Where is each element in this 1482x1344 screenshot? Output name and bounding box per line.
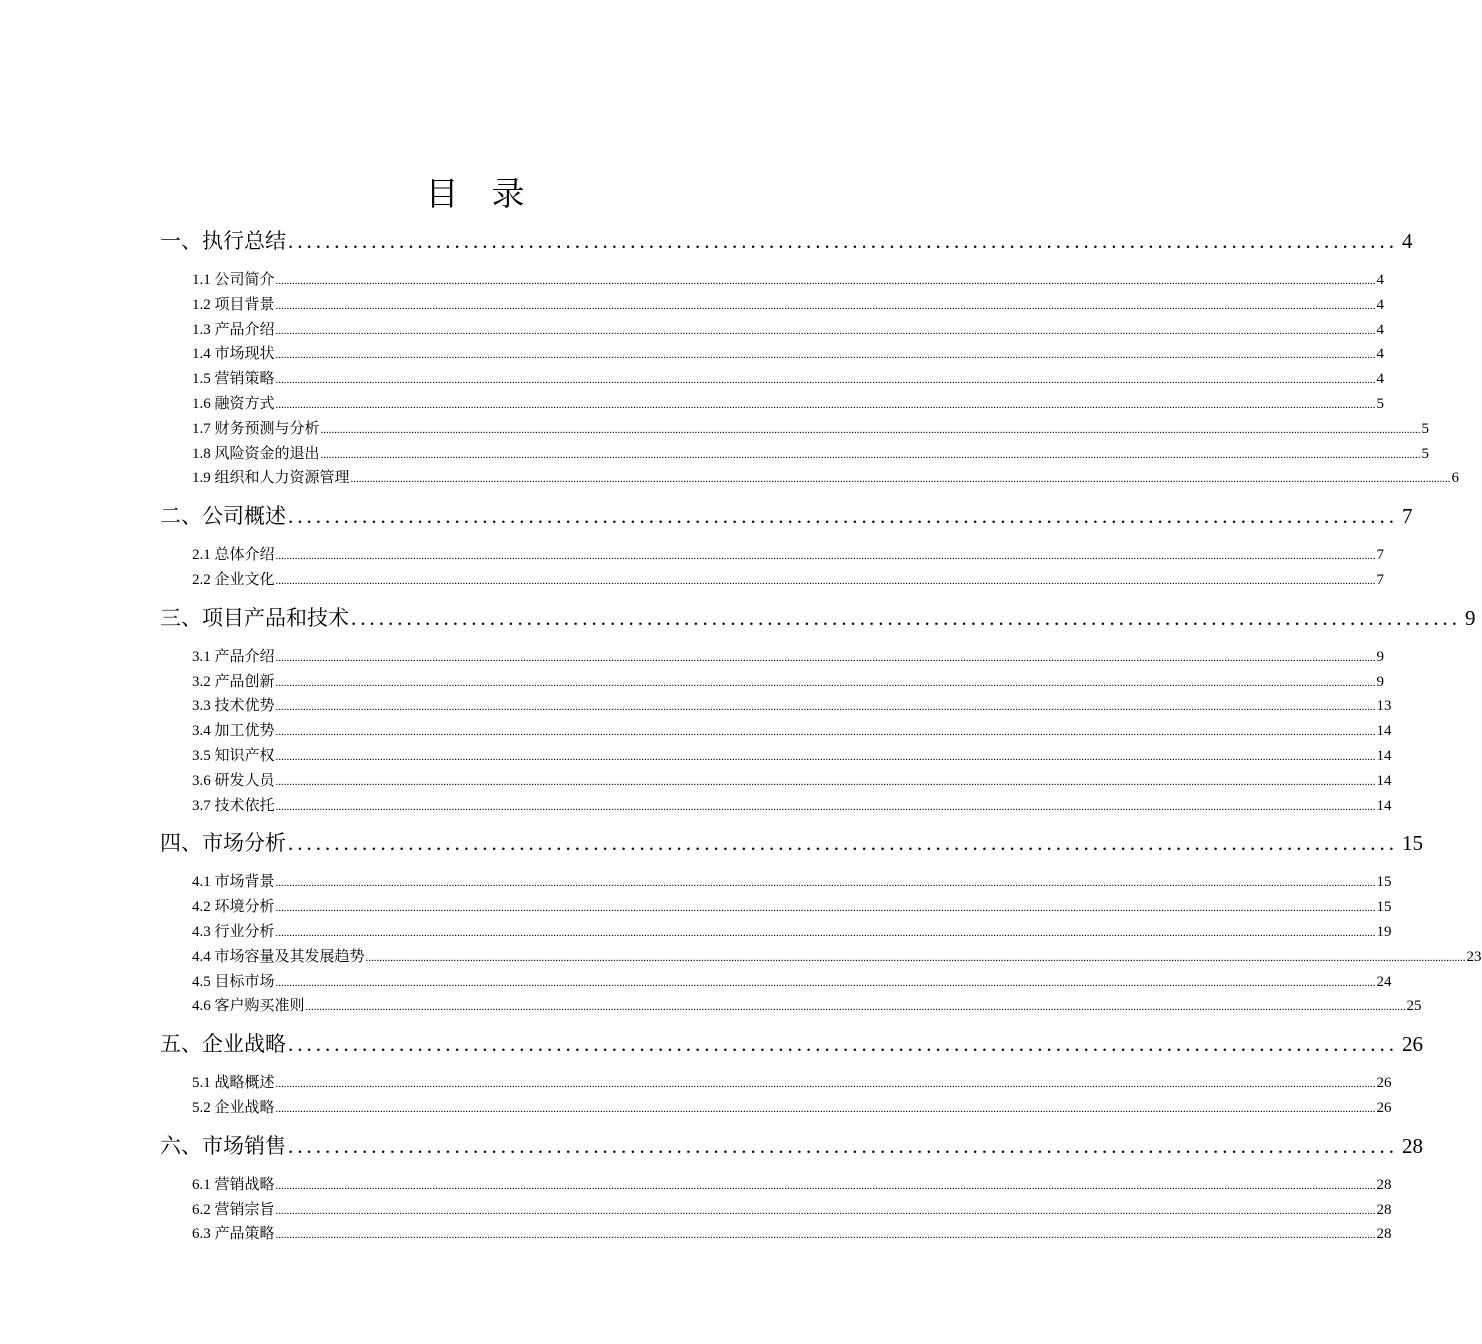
toc-section — [160, 599, 1476, 825]
toc-entry[interactable] — [192, 645, 1385, 670]
toc-entry-page-number: 25 — [1406, 998, 1422, 1015]
toc-heading-label: 四、市场分析 — [160, 831, 286, 856]
toc-entry-list — [160, 862, 1482, 1025]
toc-entry-page-number: 15 — [1376, 899, 1392, 916]
dot-leader: ................................................................................................................................................................................................................................................................................................................................................................................................................ — [275, 877, 1376, 890]
toc-heading-page-number: 4 — [1402, 229, 1413, 253]
toc-entry-label: 4.6 客户购买准则 — [192, 998, 305, 1015]
toc-entry[interactable] — [192, 442, 1430, 467]
toc-entry[interactable] — [192, 268, 1385, 293]
toc-entry-page-number: 9 — [1376, 648, 1385, 665]
toc-heading[interactable] — [160, 599, 1476, 637]
dot-leader: ................................................................................................................................................................................................................................................................................................................................................................................................................ — [365, 951, 1466, 964]
toc-entry[interactable] — [192, 1198, 1392, 1223]
toc-entry-page-number: 28 — [1376, 1201, 1392, 1218]
toc-entry-page-number: 26 — [1376, 1075, 1392, 1092]
toc-entry-label: 3.3 技术优势 — [192, 698, 275, 715]
toc-entry[interactable] — [192, 719, 1392, 744]
dot-leader: ................................................................................................................................................................................................................................................................................................................................................................................................................ — [275, 775, 1376, 788]
toc-entry-label: 1.2 项目背景 — [192, 296, 275, 313]
toc-entry[interactable] — [192, 1096, 1392, 1121]
toc-entry-page-number: 6 — [1451, 470, 1460, 487]
toc-entry-page-number: 9 — [1376, 673, 1385, 690]
toc-entry[interactable] — [192, 392, 1385, 417]
toc-section — [160, 497, 1413, 599]
dot-leader: ................................................................................................................................................................................................................................................................................................................................................................................................................ — [275, 1204, 1376, 1217]
toc-entry-label: 2.1 总体介绍 — [192, 547, 275, 564]
toc-entry[interactable] — [192, 920, 1392, 945]
toc-entry-label: 4.3 行业分析 — [192, 923, 275, 940]
toc-heading[interactable] — [160, 222, 1413, 260]
toc-entry-list — [160, 260, 1460, 497]
toc-entry[interactable] — [192, 794, 1392, 819]
toc-entry-label: 3.5 知识产权 — [192, 747, 275, 764]
dot-leader: ........................................................................................................................ — [288, 229, 1398, 253]
toc-heading-label: 五、企业战略 — [160, 1032, 286, 1057]
toc-heading-label: 六、市场销售 — [160, 1133, 286, 1158]
toc-entry[interactable] — [192, 342, 1385, 367]
toc-entry-page-number: 13 — [1376, 698, 1392, 715]
toc-entry[interactable] — [192, 895, 1392, 920]
toc-section — [160, 824, 1482, 1025]
toc-entry-page-number: 14 — [1376, 747, 1392, 764]
dot-leader: ................................................................................................................................................................................................................................................................................................................................................................................................................ — [275, 976, 1376, 989]
toc-entry[interactable] — [192, 970, 1392, 995]
toc-entry[interactable] — [192, 367, 1385, 392]
toc-entry[interactable] — [192, 1071, 1392, 1096]
toc-entry-label: 1.1 公司简介 — [192, 272, 275, 288]
toc-entry[interactable] — [192, 293, 1385, 318]
toc-entry-label: 6.1 营销战略 — [192, 1176, 275, 1193]
dot-leader: ................................................................................................................................................................................................................................................................................................................................................................................................................ — [275, 902, 1376, 915]
toc-entry-page-number: 4 — [1376, 346, 1385, 363]
toc-entry-page-number: 5 — [1421, 445, 1430, 462]
toc-heading[interactable] — [160, 497, 1413, 535]
toc-entry-label: 3.6 研发人员 — [192, 772, 275, 789]
toc-entry-label: 3.2 产品创新 — [192, 673, 275, 690]
dot-leader: ........................................................................................................................ — [288, 1133, 1398, 1158]
toc-entry-page-number: 28 — [1376, 1176, 1392, 1193]
toc-entry-page-number: 7 — [1376, 547, 1385, 564]
dot-leader: ................................................................................................................................................................................................................................................................................................................................................................................................................ — [305, 1001, 1406, 1014]
toc-entry[interactable] — [192, 1173, 1392, 1198]
dot-leader: ................................................................................................................................................................................................................................................................................................................................................................................................................ — [275, 1179, 1376, 1192]
toc-heading[interactable] — [160, 1025, 1423, 1063]
toc-heading-page-number: 9 — [1465, 605, 1476, 630]
toc-heading-label: 二、公司概述 — [160, 504, 286, 529]
toc-entry-label: 1.4 市场现状 — [192, 346, 275, 363]
toc-entry-page-number: 23 — [1466, 948, 1482, 965]
dot-leader: ................................................................................................................................................................................................................................................................................................................................................................................................................ — [275, 800, 1376, 813]
dot-leader: ................................................................................................................................................................................................................................................................................................................................................................................................................ — [275, 324, 1376, 337]
page-title: 目 录 — [425, 174, 525, 213]
dot-leader: ................................................................................................................................................................................................................................................................................................................................................................................................................ — [275, 701, 1376, 714]
toc-entry-label: 4.1 市场背景 — [192, 874, 275, 891]
toc-entry-page-number: 26 — [1376, 1099, 1392, 1116]
toc-heading-page-number: 26 — [1402, 1032, 1423, 1057]
toc-entry[interactable] — [192, 318, 1385, 343]
toc-entry[interactable] — [192, 466, 1460, 491]
toc-entry-list — [160, 535, 1385, 599]
toc-entry-label: 2.2 企业文化 — [192, 571, 275, 588]
dot-leader: ................................................................................................................................................................................................................................................................................................................................................................................................................ — [275, 574, 1376, 587]
dot-leader: ................................................................................................................................................................................................................................................................................................................................................................................................................ — [275, 1102, 1376, 1115]
toc-entry[interactable] — [192, 1222, 1392, 1247]
dot-leader: ........................................................................................................................ — [288, 831, 1398, 856]
toc-entry-page-number: 7 — [1376, 571, 1385, 588]
toc-entry-label: 6.3 产品策略 — [192, 1226, 275, 1243]
toc-entry-page-number: 14 — [1376, 772, 1392, 789]
dot-leader: ................................................................................................................................................................................................................................................................................................................................................................................................................ — [275, 726, 1376, 739]
toc-entry[interactable] — [192, 769, 1392, 794]
dot-leader: ........................................................................................................................ — [288, 504, 1398, 529]
toc-entry-page-number: 5 — [1376, 395, 1385, 412]
toc-entry-label: 5.1 战略概述 — [192, 1075, 275, 1092]
toc-heading-label: 三、项目产品和技术 — [160, 605, 349, 630]
dot-leader: ................................................................................................................................................................................................................................................................................................................................................................................................................ — [275, 550, 1376, 563]
toc-section — [160, 1025, 1423, 1127]
toc-entry[interactable] — [192, 744, 1392, 769]
toc-entry-label: 4.2 环境分析 — [192, 899, 275, 916]
dot-leader: ................................................................................................................................................................................................................................................................................................................................................................................................................ — [275, 398, 1376, 411]
dot-leader: ................................................................................................................................................................................................................................................................................................................................................................................................................ — [275, 1078, 1376, 1091]
toc-entry-page-number: 28 — [1376, 1226, 1392, 1243]
dot-leader: ................................................................................................................................................................................................................................................................................................................................................................................................................ — [350, 473, 1451, 486]
toc-entry[interactable] — [192, 994, 1422, 1019]
toc-entry-label: 1.3 产品介绍 — [192, 321, 275, 338]
dot-leader: ................................................................................................................................................................................................................................................................................................................................................................................................................ — [275, 676, 1376, 689]
toc-entry-label: 3.1 产品介绍 — [192, 648, 275, 665]
dot-leader: ................................................................................................................................................................................................................................................................................................................................................................................................................ — [275, 275, 1376, 287]
dot-leader: ................................................................................................................................................................................................................................................................................................................................................................................................................ — [275, 349, 1376, 362]
toc-heading[interactable] — [160, 824, 1423, 862]
toc-entry[interactable] — [192, 670, 1385, 695]
dot-leader: ................................................................................................................................................................................................................................................................................................................................................................................................................ — [320, 423, 1421, 436]
dot-leader: ................................................................................................................................................................................................................................................................................................................................................................................................................ — [275, 374, 1376, 387]
toc-entry-label: 5.2 企业战略 — [192, 1099, 275, 1116]
toc-entry-label: 1.7 财务预测与分析 — [192, 420, 320, 437]
toc-entry[interactable] — [192, 417, 1430, 442]
toc-entry[interactable] — [192, 870, 1392, 895]
dot-leader: ................................................................................................................................................................................................................................................................................................................................................................................................................ — [275, 926, 1376, 939]
toc-entry-label: 1.9 组织和人力资源管理 — [192, 470, 350, 487]
toc-entry[interactable] — [192, 945, 1482, 970]
toc-section — [160, 1127, 1423, 1253]
toc-entry-page-number: 4 — [1376, 296, 1385, 313]
toc-entry-list — [160, 1165, 1392, 1253]
toc-entry[interactable] — [192, 543, 1385, 568]
toc-entry-label: 1.5 营销策略 — [192, 371, 275, 388]
toc-heading-page-number: 28 — [1402, 1133, 1423, 1158]
toc-entry-label: 3.4 加工优势 — [192, 723, 275, 740]
toc-entry-label: 1.8 风险资金的退出 — [192, 445, 320, 462]
dot-leader: ................................................................................................................................................................................................................................................................................................................................................................................................................ — [275, 1229, 1376, 1242]
toc-entry[interactable] — [192, 568, 1385, 593]
toc-entry-page-number: 24 — [1376, 973, 1392, 990]
toc-entry-page-number: 15 — [1376, 874, 1392, 891]
toc-entry-label: 4.4 市场容量及其发展趋势 — [192, 948, 365, 965]
dot-leader: ........................................................................................................................ — [288, 1032, 1398, 1057]
toc-section — [160, 222, 1460, 497]
toc-entry-label: 6.2 营销宗旨 — [192, 1201, 275, 1218]
dot-leader: ................................................................................................................................................................................................................................................................................................................................................................................................................ — [275, 299, 1376, 312]
dot-leader: ................................................................................................................................................................................................................................................................................................................................................................................................................ — [320, 448, 1421, 461]
dot-leader: ................................................................................................................................................................................................................................................................................................................................................................................................................ — [275, 651, 1376, 664]
toc-entry-page-number: 14 — [1376, 797, 1392, 814]
toc-entry-page-number: 19 — [1376, 923, 1392, 940]
dot-leader: ........................................................................................................................ — [351, 605, 1461, 630]
dot-leader: ................................................................................................................................................................................................................................................................................................................................................................................................................ — [275, 750, 1376, 763]
toc-entry-label: 4.5 目标市场 — [192, 973, 275, 990]
toc-heading-page-number: 15 — [1402, 831, 1423, 856]
toc-entry-page-number: 4 — [1376, 321, 1385, 338]
toc-entry-page-number: 5 — [1421, 420, 1430, 437]
toc-heading[interactable] — [160, 1127, 1423, 1165]
toc-entry-list — [160, 1063, 1392, 1127]
toc-entry-page-number: 14 — [1376, 723, 1392, 740]
toc-entry-page-number: 4 — [1376, 371, 1385, 388]
toc-heading-page-number: 7 — [1402, 504, 1413, 529]
table-of-contents — [160, 222, 1482, 1253]
toc-entry-page-number: 4 — [1376, 272, 1385, 288]
toc-entry-list — [160, 637, 1392, 825]
toc-entry-label: 1.6 融资方式 — [192, 395, 275, 412]
toc-heading-label: 一、执行总结 — [160, 229, 286, 253]
toc-entry[interactable] — [192, 694, 1392, 719]
toc-entry-label: 3.7 技术依托 — [192, 797, 275, 814]
